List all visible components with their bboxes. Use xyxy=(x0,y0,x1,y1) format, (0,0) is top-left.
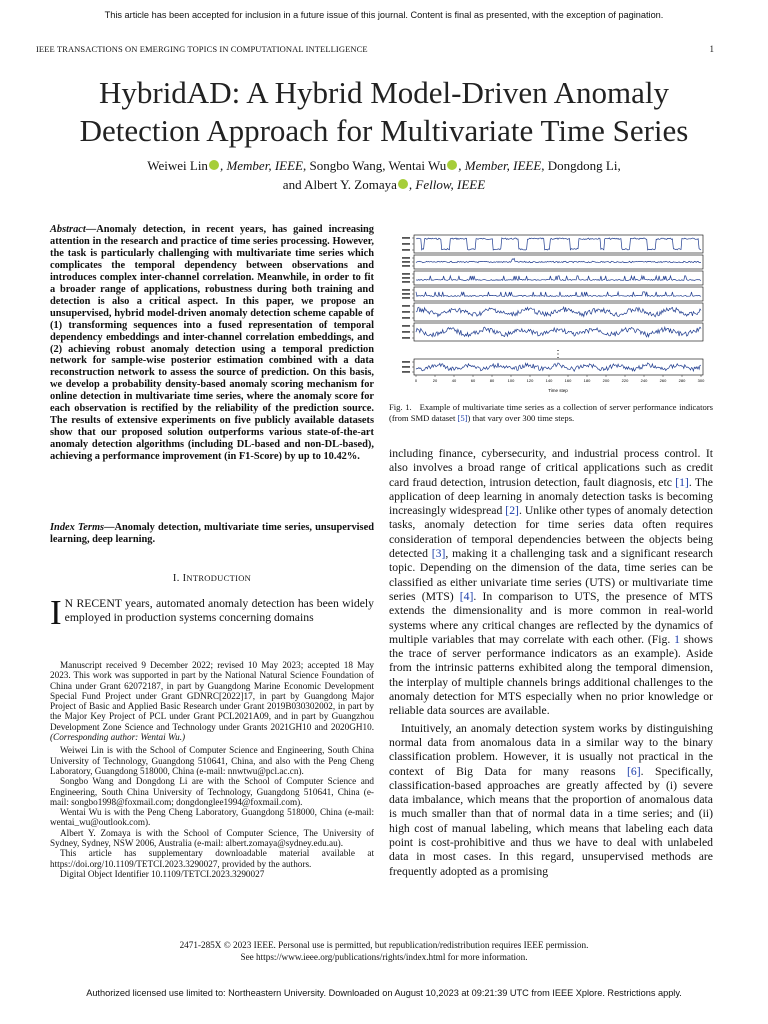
abstract xyxy=(50,224,374,463)
series-line xyxy=(416,307,701,317)
x-axis-tick-label: 180 xyxy=(583,378,591,383)
x-axis-tick-label: 240 xyxy=(640,378,648,383)
y-axis-tick-label-glyph xyxy=(402,371,410,373)
caption-text: Example of multivariate time series as a collection of server performance indicators (from SMD dataset xyxy=(389,402,713,423)
x-axis-tick-label: 280 xyxy=(678,378,686,383)
y-axis-tick-label-glyph xyxy=(402,331,410,333)
y-axis-tick-label-glyph xyxy=(402,361,410,363)
intro-paragraph xyxy=(50,593,374,632)
y-axis-tick-label-glyph xyxy=(402,281,410,283)
footnote-supplementary: This article has supplementary downloadable material available at https://doi.org/10.1109/TETCI.2023.3290027, provided by the authors. xyxy=(50,848,374,869)
orcid-icon[interactable] xyxy=(398,179,408,189)
x-axis-tick-label: 80 xyxy=(489,378,495,383)
y-axis-tick-label-glyph xyxy=(402,265,410,267)
paragraph: including finance, cybersecurity, and industrial process control. It also involves a broad range of critical applications such as credit card fraud detection, intrusion detection, fault diagnosis, etc [1]. The application of deep learning in anomaly detection tasks is becoming increasingly widespread [2]. Unlike other types of anomaly detection tasks, anomaly detection for time series data often requires consideration of temporal dependencies between the objects being detected [3], making it a challenging task and a significant research topic. Depending on the dimension of the data, time series can be classified as either univariate time series (UTS) or multivariate time series (MTS) [4]. In comparison to UTS, the presence of MTS extends the dimensionality and is more common in real-world systems where any critical changes are reflected by the dynamics of multiple variables that may correlate with each other. (Fig. 1 shows the trace of server performance indicators as an example). Aside from the intrinsic patterns exhibited along the temporal dimension, the interplay of multiple channels brings additional challenges to the anomaly detection for MTS especially when no prior knowledge or reliable data sources are available. xyxy=(389,447,714,718)
series-panel-frame xyxy=(414,287,703,301)
author-name: , Songbo Wang, Wentai Wu xyxy=(302,158,447,173)
y-axis-tick-label-glyph xyxy=(402,243,410,245)
index-terms xyxy=(50,522,374,546)
series-line xyxy=(416,276,701,281)
y-axis-tick-label-glyph xyxy=(402,311,410,313)
citation-link[interactable]: [1] xyxy=(675,475,689,489)
copyright-notice xyxy=(0,940,768,963)
footnote-doi: Digital Object Identifier 10.1109/TETCI.2023.3290027 xyxy=(60,868,265,879)
author-list xyxy=(60,156,708,194)
x-axis-tick-label: 120 xyxy=(526,378,534,383)
citation-link[interactable]: [4] xyxy=(459,589,474,603)
author-membership: , Member, IEEE xyxy=(458,158,542,173)
x-axis-tick-label: 220 xyxy=(621,378,629,383)
series-panel-frame xyxy=(414,359,703,375)
x-axis-tick-label: 60 xyxy=(470,378,476,383)
author-name: Weiwei Lin xyxy=(147,158,208,173)
series-line xyxy=(416,327,701,337)
intro-lead: N RECENT xyxy=(64,597,122,610)
section-heading xyxy=(50,573,374,584)
footnote-affiliation: Weiwei Lin is with the School of Computer Science and Engineering, South China University of Technology, Guangdong 510641, China, and also with the Peng Cheng Laboratory, Guangdong 518000, China (e-mail: nnwtwu@pcl.ac.cn). xyxy=(50,745,374,776)
x-axis-tick-label: 160 xyxy=(564,378,572,383)
copyright-line: 2471-285X © 2023 IEEE. Personal use is permitted, but republication/redistribution requires IEEE permission. xyxy=(179,940,589,950)
y-axis-tick-label-glyph xyxy=(402,297,410,299)
footnote-affiliation: Albert Y. Zomaya is with the School of Computer Science, The University of Sydney, Sydney, NSW 2006, Australia (e-mail: albert.zomaya@sydney.edu.au). xyxy=(50,827,374,849)
citation-link[interactable]: [2] xyxy=(505,504,519,518)
y-axis-tick-label-glyph xyxy=(402,261,410,263)
citation-link[interactable]: [3] xyxy=(431,547,446,561)
x-axis-tick-label: 200 xyxy=(602,378,610,383)
section-title-initial: I xyxy=(182,573,187,584)
author-membership: , Fellow, IEEE xyxy=(408,177,486,192)
footnotes xyxy=(50,660,374,879)
author-membership: , Member, IEEE xyxy=(219,158,303,173)
citation-link[interactable]: [6] xyxy=(626,764,641,778)
index-terms-label: Index Terms xyxy=(50,522,105,533)
y-axis-tick-label-glyph xyxy=(402,293,410,295)
abstract-text: —Anomaly detection, in recent years, has gained increasing attention in the research and practice of time series processing. However, the task is particularly challenging with multivariate time series which complicates the temporal dependency between observations and introduces complex inter-channel correlation. Meanwhile, in order to fit a broader range of applications, robustness during both training and detection is also a critical aspect. In this paper, we propose an unsupervised, hybrid model-driven anomaly detection scheme capable of (1) transforming sequences into a fused representation of temporal dependency embeddings and inter-channel correlation embeddings, and (2) achieving robust anomaly detection using a temporal prediction network for sample-wise posterior estimation combined with a data reconstruction network to assess the source of prediction. On this basis, we develop a probability density-based anomaly scoring mechanism for online detection in multivariate time series, where the anomaly score for each observation is rectified by the reliability of the prediction source. The results of extensive experiments on five publicly available datasets show that our proposed solution outperforms various state-of-the-art anomaly detection algorithms (including DL-based and non-DL-based), achieving a performance improvement (in F1-Score) by up to 10.42%. xyxy=(50,224,374,463)
x-axis-tick-label: 0 xyxy=(414,378,418,383)
body-text-right xyxy=(389,447,713,879)
author-name: and Albert Y. Zomaya xyxy=(282,177,397,192)
paper-title xyxy=(40,74,728,150)
x-axis-tick-label: 260 xyxy=(659,378,667,383)
section-title-rest: NTRODUCTION xyxy=(186,573,252,583)
y-axis-tick-label-glyph xyxy=(402,337,410,339)
y-axis-tick-label-glyph xyxy=(402,366,410,368)
y-axis-tick-label-glyph xyxy=(402,237,410,239)
x-axis-tick-label: 100 xyxy=(507,378,515,383)
series-panel-frame xyxy=(414,235,703,253)
orcid-icon[interactable] xyxy=(209,160,219,170)
x-axis-label: Time step xyxy=(548,388,568,393)
y-axis-tick-label-glyph xyxy=(402,257,410,259)
series-line xyxy=(416,292,701,297)
y-axis-tick-label-glyph xyxy=(402,305,410,307)
rights-link[interactable]: See https://www.ieee.org/publications/rights/index.html for more information. xyxy=(240,951,528,962)
y-axis-tick-label-glyph xyxy=(402,273,410,275)
page-number: 1 xyxy=(709,44,714,54)
series-line xyxy=(416,258,701,262)
title-line-2: Detection Approach for Multivariate Time Series xyxy=(79,113,689,148)
orcid-icon[interactable] xyxy=(447,160,457,170)
more-series-ellipsis: ⋮ xyxy=(553,349,563,360)
download-notice: Authorized licensed use limited to: Northeastern University. Downloaded on August 10,2023 at 09:21:39 UTC from IEEE Xplore. Restrictions apply. xyxy=(86,988,682,998)
x-axis-tick-label: 20 xyxy=(432,378,438,383)
title-line-1: HybridAD: A Hybrid Model-Driven Anomaly xyxy=(98,75,669,110)
caption-text-end: ) that vary over 300 time steps. xyxy=(467,412,575,423)
author-name: , Dongdong Li, xyxy=(541,158,621,173)
x-axis-tick-label: 140 xyxy=(545,378,553,383)
y-axis-tick-label-glyph xyxy=(402,249,410,251)
footnote-affiliation: Wentai Wu is with the Peng Cheng Laboratory, Guangdong 518000, China (e-mail: wentai_wu@outlook.com). xyxy=(50,807,374,828)
index-terms-text: —Anomaly detection, multivariate time series, unsupervised learning, deep learning. xyxy=(50,522,374,545)
series-line xyxy=(416,363,701,371)
series-line xyxy=(416,238,701,250)
y-axis-tick-label-glyph xyxy=(402,325,410,327)
paragraph: Intuitively, an anomaly detection system works by distinguishing normal data from anomalous data in a similar way to the binary classification problem. However, it is usually not practical in the context of Big Data for many reasons [6]. Specifically, classification-based approaches are greatly affected by (i) severe data imbalance, which means that the proportion of anomalous data is much smaller than that of normal data in a time series; and (ii) high cost of manual labeling, which means that labeling each data point is cost-prohibitive and thus we have to deal with unlabeled data in most cases. In this regard, unsupervised methods are frequently adopted as a promising xyxy=(389,721,713,878)
x-axis-tick-label: 300 xyxy=(697,378,705,383)
footnote-manuscript: Manuscript received 9 December 2022; revised 10 May 2023; accepted 18 May 2023. This work was supported in part by the National Natural Science Foundation of China under Grant 62072187, in part by Guangdong Marine Economic Development Special Fund Project under Grant GDNRC[2022]17, in part by Guangdong Major Project of Basic and Applied Basic Research under Grant 2019B030302002, in part by the Major Key Project of PCL under Grant PCL2021A09, and in part by Guangzhou Development Zone Science and Technology under Grants 2021GH10 and 2020GH10. (Corresponding author: Wentai Wu.) xyxy=(50,660,374,743)
drop-cap: I xyxy=(50,593,62,632)
section-number: I. xyxy=(172,573,180,584)
running-head: IEEE TRANSACTIONS ON EMERGING TOPICS IN COMPUTATIONAL INTELLIGENCE xyxy=(36,44,368,54)
caption-label: Fig. 1. xyxy=(389,402,412,412)
multivariate-timeseries-plot xyxy=(390,232,712,394)
acceptance-notice: This article has been accepted for inclusion in a future issue of this journal. Content is final as presented, with the exception of pagination. xyxy=(104,10,664,20)
figure-link[interactable]: 1 xyxy=(674,632,680,646)
y-axis-tick-label-glyph xyxy=(402,277,410,279)
abstract-label: Abstract xyxy=(50,224,86,235)
y-axis-tick-label-glyph xyxy=(402,289,410,291)
intro-text: years, automated anomaly detection has been widely employed in production systems concerning domains xyxy=(64,597,374,625)
citation-link[interactable]: [5] xyxy=(457,412,468,423)
figure-1 xyxy=(390,232,712,394)
footnote-affiliation: Songbo Wang and Dongdong Li are with the School of Computer Science and Engineering, South China University of Technology, Guangdong 510641, China (e-mail: songbo1998@foxmail.com; dongdonglee1994@foxmail.com). xyxy=(50,776,374,807)
x-axis-tick-label: 40 xyxy=(451,378,457,383)
figure-caption xyxy=(389,402,713,424)
y-axis-tick-label-glyph xyxy=(402,317,410,319)
